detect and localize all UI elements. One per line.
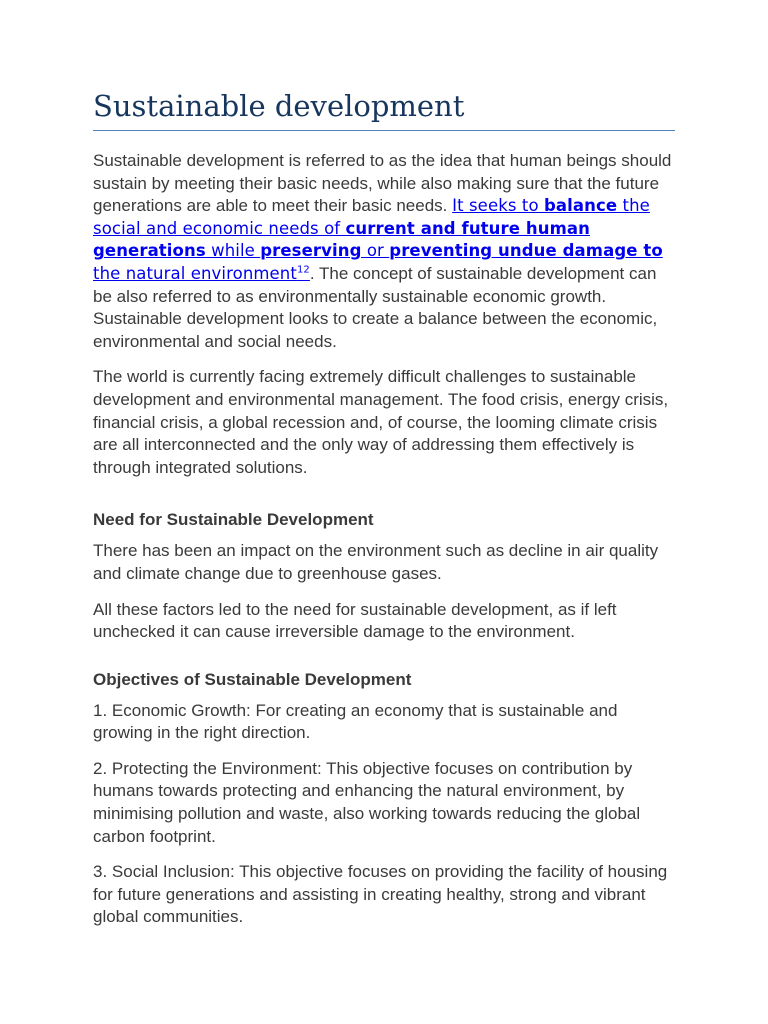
section-heading-objectives: Objectives of Sustainable Development: [93, 669, 412, 689]
citation-link[interactable]: It seeks to balance the social and economic needs of current and future human generations while preserving or preventing undue damage to the natural environment$^{12}$: [93, 196, 663, 283]
intro-tail-text: . The concept of sustainable development can be also referred to as environmentally sustainable economic growth. Sustainable development looks to create a balance between the economic, environmental and social needs.: [93, 263, 658, 351]
section-heading-need: Need for Sustainable Development: [93, 510, 374, 530]
page-title: Sustainable development: [93, 86, 675, 131]
intro-lead-text: Sustainable development is referred to as the idea that human beings should sustain by meeting their basic needs, while also making sure that the future generations are able to meet their basic needs.: [93, 151, 672, 216]
objective-item: 1. Economic Growth: For creating an economy that is sustainable and growing in the right direction.: [93, 700, 618, 743]
objective-item: 2. Protecting the Environment: This objective focuses on contribution by humans towards protecting and enhancing the natural environment, by minimising pollution and waste, also working towards reducing the global carbon footprint.: [93, 758, 641, 846]
footnote-ref[interactable]: 12: [296, 264, 310, 276]
intro-paragraph: [93, 150, 675, 353]
objective-item: 3. Social Inclusion: This objective focuses on providing the facility of housing for future generations and assisting in creating healthy, strong and vibrant global communities.: [93, 862, 668, 927]
document-page: [93, 86, 675, 929]
factors-paragraph: All these factors led to the need for sustainable development, as if left unchecked it can cause irreversible damage to the environment.: [93, 599, 617, 642]
challenges-paragraph: The world is currently facing extremely difficult challenges to sustainable development and environmental management. The food crisis, energy crisis, financial crisis, a global recession and, of course, the looming climate crisis are all interconnected and the only way of addressing them effectively is through integrated solutions.: [93, 367, 669, 477]
impact-paragraph: There has been an impact on the environment such as decline in air quality and climate change due to greenhouse gases.: [93, 541, 659, 583]
